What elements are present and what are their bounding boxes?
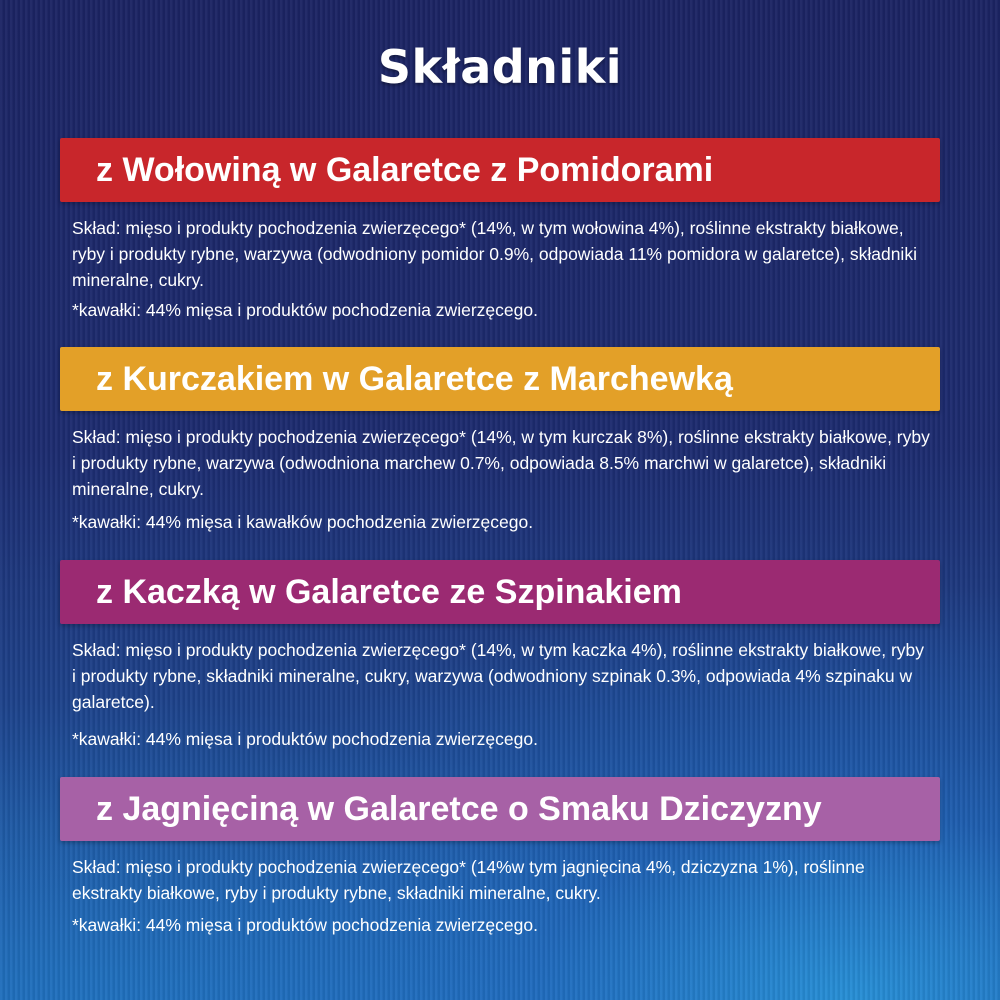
variant-lamb-footnote: *kawałki: 44% mięsa i produktów pochodzenia zwierzęcego. [72, 915, 538, 935]
variant-beef-footnote: *kawałki: 44% mięsa i produktów pochodzenia zwierzęcego. [72, 300, 538, 320]
variant-duck-footnote: *kawałki: 44% mięsa i produktów pochodzenia zwierzęcego. [72, 729, 538, 749]
variant-beef-heading: z Wołowiną w Galaretce z Pomidorami [60, 138, 940, 202]
variant-duck-heading: z Kaczką w Galaretce ze Szpinakiem [60, 560, 940, 624]
variant-lamb-composition: Skład: mięso i produkty pochodzenia zwierzęcego* (14%w tym jagnięcina 4%, dziczyzna 1%), roślinne ekstrakty białkowe, ryby i produkty rybne, składniki mineralne, cukry. [72, 857, 865, 903]
variant-chicken-footnote: *kawałki: 44% mięsa i kawałków pochodzenia zwierzęcego. [72, 512, 534, 532]
variant-chicken-heading: z Kurczakiem w Galaretce z Marchewką [60, 347, 940, 411]
variant-lamb-heading: z Jagnięciną w Galaretce o Smaku Dziczyzny [60, 777, 940, 841]
variant-duck-composition: Skład: mięso i produkty pochodzenia zwierzęcego* (14%, w tym kaczka 4%), roślinne ekstrakty białkowe, ryby i produkty rybne, składniki mineralne, cukry, warzywa (odwodniony szpinak 0.3%, odpowiada 4% szpinaku w galaretce). [72, 640, 925, 712]
variant-chicken-composition: Skład: mięso i produkty pochodzenia zwierzęcego* (14%, w tym kurczak 8%), roślinne ekstrakty białkowe, ryby i produkty rybne, warzywa (odwodniona marchew 0.7%, odpowiada 8.5% marchwi w galaretce), składniki mineralne, cukry. [72, 427, 930, 499]
variant-beef-composition: Skład: mięso i produkty pochodzenia zwierzęcego* (14%, w tym wołowina 4%), roślinne ekstrakty białkowe, ryby i produkty rybne, warzywa (odwodniony pomidor 0.9%, odpowiada 11% pomidora w galaretce), składniki mineralne, cukry. [72, 218, 917, 290]
page-title: Składniki [377, 40, 623, 94]
